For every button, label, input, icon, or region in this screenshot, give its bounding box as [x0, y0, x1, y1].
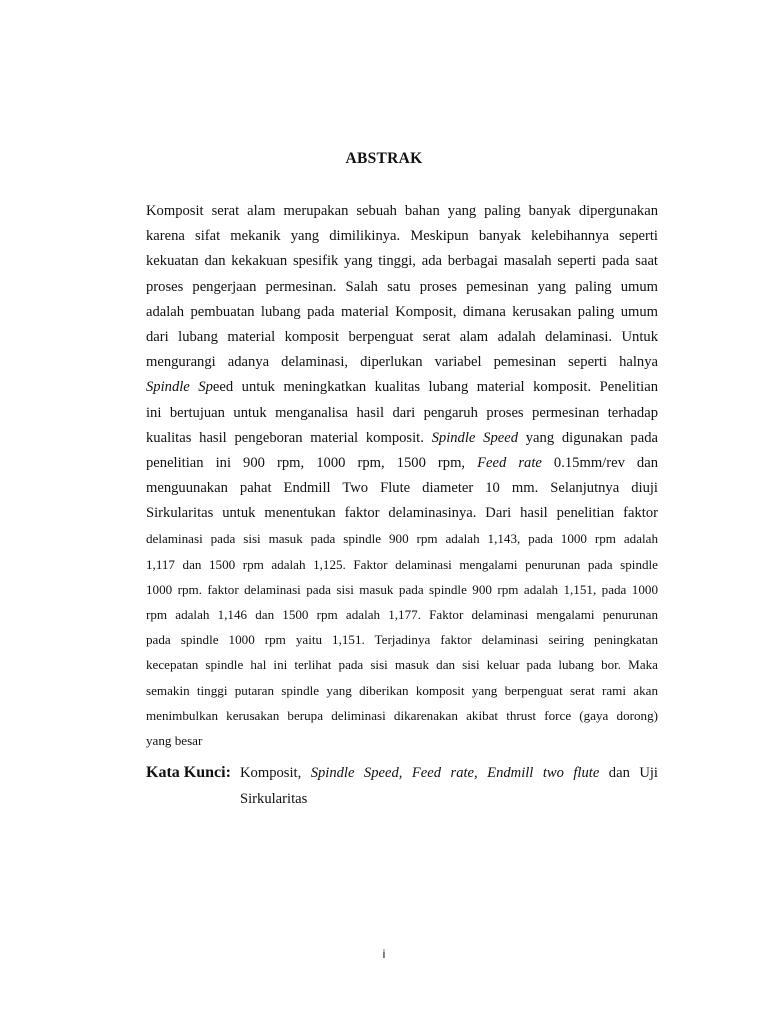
abstract-line [146, 451, 658, 476]
text-segment: ini bertujuan untuk menganalisa hasil dari pengaruh proses permesinan terhadap [146, 404, 658, 421]
text-segment: kualitas hasil pengeboran material komposit. [146, 429, 432, 446]
abstract-line [146, 350, 658, 375]
text-segment: menguunakan pahat Endmill Two Flute diameter 10 mm. Selanjutnya diuji [146, 480, 658, 497]
text-segment: yang digunakan pada [518, 429, 658, 446]
text-segment: penelitian ini 900 rpm, 1000 rpm, 1500 rpm, [146, 454, 478, 471]
italic-term: Spindle Sp [146, 379, 213, 396]
italic-term: Feed rate [477, 454, 542, 471]
abstract-line [146, 275, 658, 300]
abstract-line [146, 678, 658, 703]
abstract-line [146, 224, 658, 249]
abstract-body [146, 199, 658, 753]
keywords-text [240, 760, 658, 786]
abstract-line [146, 375, 658, 400]
abstract-line [146, 199, 658, 224]
abstract-line [146, 325, 658, 350]
abstract-line [146, 652, 658, 677]
abstract-line [146, 426, 658, 451]
abstract-title: ABSTRAK [345, 150, 423, 167]
text-segment: 1000 rpm. faktor delaminasi pada sisi masuk pada spindle 900 rpm adalah 1,151, pada 1000 [146, 581, 658, 597]
text-segment: rpm adalah 1,146 dan 1500 rpm adalah 1,177. Faktor delaminasi mengalami penurunan [146, 607, 658, 622]
text-segment: eed untuk meningkatkan kualitas lubang material komposit. Penelitian [212, 379, 658, 396]
text-segment: dan Uji [599, 765, 658, 781]
italic-term: Spindle Speed [431, 429, 518, 446]
text-segment: adalah pembuatan lubang pada material Komposit, dimana kerusakan paling umum [146, 303, 658, 320]
text-segment: 0.15mm/rev dan [541, 454, 658, 471]
abstract-line [146, 476, 658, 501]
abstract-line [146, 300, 658, 325]
keywords-continuation: Sirkularitas [240, 791, 308, 807]
text-segment: pada spindle 1000 rpm yaitu 1,151. Terjadinya faktor delaminasi seiring peningkatan [146, 632, 658, 648]
abstract-line [146, 602, 658, 627]
text-segment: menimbulkan kerusakan berupa deliminasi dikarenakan akibat thrust force (gaya dorong) [146, 707, 658, 723]
text-segment: dari lubang material komposit berpenguat serat alam adalah delaminasi. Untuk [146, 328, 658, 345]
keywords-section [146, 760, 658, 812]
text-segment: yang besar [146, 732, 203, 748]
text-segment: karena sifat mekanik yang dimilikinya. Meskipun banyak kelebihannya seperti [146, 228, 658, 245]
text-segment: delaminasi pada sisi masuk pada spindle 900 rpm adalah 1,143, pada 1000 rpm adalah [146, 531, 658, 547]
text-segment: Sirkularitas untuk menentukan faktor delaminasinya. Dari hasil penelitian faktor [146, 505, 658, 522]
abstract-line [146, 526, 658, 551]
text-segment: Komposit serat alam merupakan sebuah bahan yang paling banyak dipergunakan [146, 203, 658, 219]
abstract-line [146, 703, 658, 728]
text-segment: mengurangi adanya delaminasi, diperlukan variabel pemesinan seperti halnya [146, 354, 658, 371]
keywords-row [146, 760, 658, 786]
abstract-line [146, 627, 658, 652]
abstract-line [146, 401, 658, 426]
keywords-label: Kata Kunci: [146, 764, 231, 781]
page-number: i [382, 947, 386, 961]
text-segment: 1,117 dan 1500 rpm adalah 1,125. Faktor delaminasi mengalami penurunan pada spindle [146, 556, 658, 572]
text-segment: kekuatan dan kekakuan spesifik yang tinggi, ada berbagai masalah seperti pada saat [146, 253, 658, 270]
text-segment: semakin tinggi putaran spindle yang diberikan komposit yang berpenguat serat rami akan [146, 682, 658, 698]
abstract-line [146, 577, 658, 602]
text-segment: proses pengerjaan permesinan. Salah satu proses pemesinan yang paling umum [146, 278, 658, 295]
text-segment: kecepatan spindle hal ini terlihat pada sisi masuk dan sisi keluar pada lubang bor. Maka [146, 657, 658, 673]
abstract-line [146, 249, 658, 274]
italic-term: Spindle Speed, Feed rate, Endmill two flute [310, 765, 600, 781]
abstract-line [146, 552, 658, 577]
text-segment: Komposit, [240, 765, 311, 781]
abstract-line [146, 501, 658, 526]
abstract-line [146, 728, 658, 753]
